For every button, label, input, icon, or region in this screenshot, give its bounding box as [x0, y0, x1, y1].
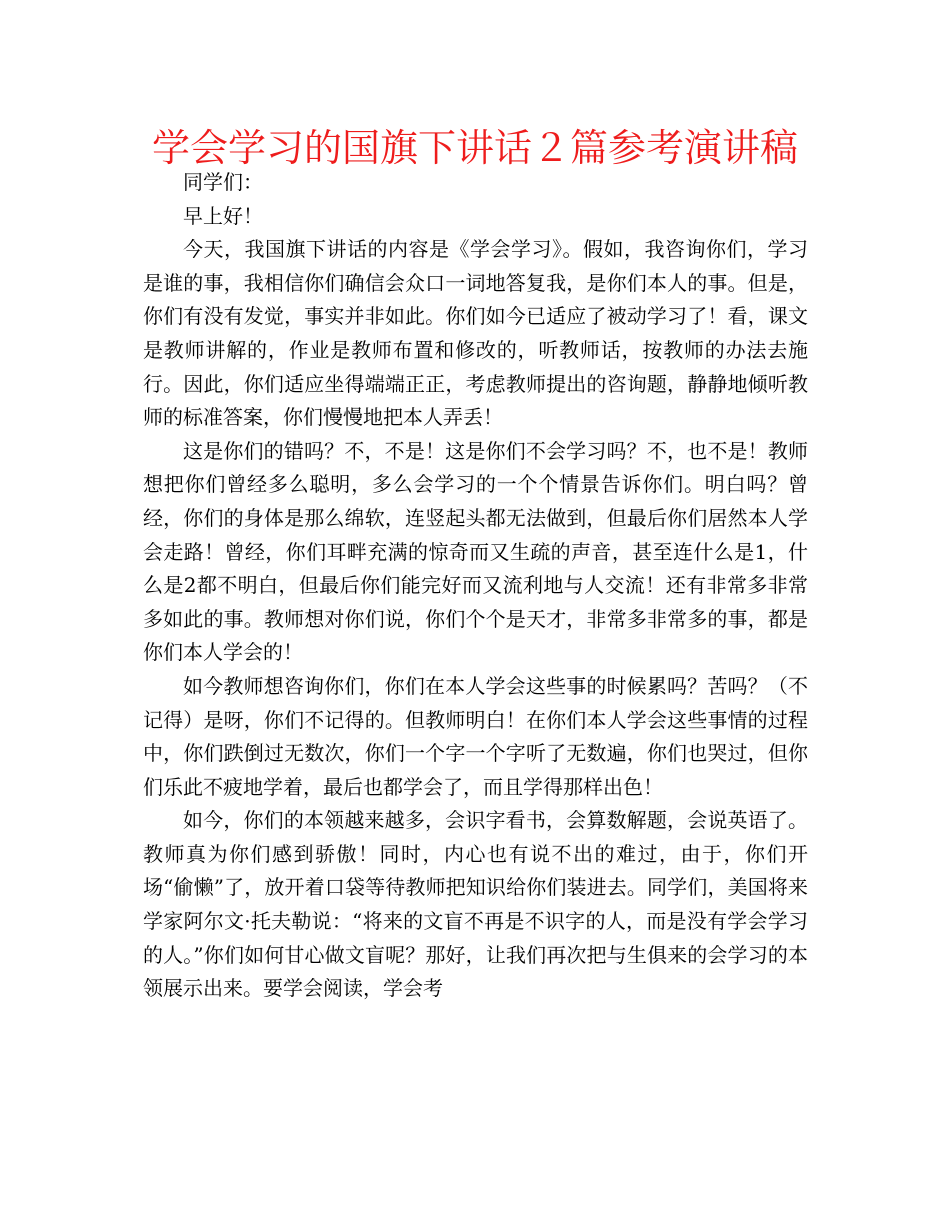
document-body	[143, 166, 808, 1006]
document-title: 学会学习的国旗下讲话２篇参考演讲稿	[151, 126, 798, 170]
paragraph: 如今教师想咨询你们，你们在本人学会这些事的时候累吗？苦吗？（不记得）是呀，你们不记得的。但教师明白！在你们本人学会这些事情的过程中，你们跌倒过无数次，你们一个字一个字听了无数遍，你们也哭过，但你们乐此不疲地学着，最后也都学会了，而且学得那样出色！	[143, 673, 808, 799]
paragraph-morning: 早上好！	[183, 203, 263, 228]
paragraph: 如今，你们的本领越来越多，会识字看书，会算数解题，会说英语了。教师真为你们感到骄傲！同时，内心也有说不出的难过，由于，你们开场“偷懒”了，放开着口袋等待教师把知识给你们装进去。同学们，美国将来学家阿尔文·托夫勒说：“将来的文盲不再是不识字的人，而是没有学会学习的人。”你们如何甘心做文盲呢？那好，让我们再次把与生俱来的会学习的本领展示出来。要学会阅读，学会考	[143, 808, 808, 1001]
paragraph: 这是你们的错吗？不，不是！这是你们不会学习吗？不，也不是！教师想把你们曾经多么聪明，多么会学习的一个个情景告诉你们。明白吗？曾经，你们的身体是那么绵软，连竖起头都无法做到，但最后你们居然本人学会走路！曾经，你们耳畔充满的惊奇而又生疏的声音，甚至连什么是1，什么是2都不明白，但最后你们能完好而又流利地与人交流！还有非常多非常多如此的事。教师想对你们说，你们个个是天才，非常多非常多的事，都是你们本人学会的！	[143, 438, 808, 665]
paragraph-greeting: 同学们：	[183, 170, 263, 194]
paragraph: 今天，我国旗下讲话的内容是《学会学习》。假如，我咨询你们，学习是谁的事，我相信你们确信会众口一词地答复我，是你们本人的事。但是，你们有没有发觉，事实并非如此。你们如今已适应了被动学习了！看，课文是教师讲解的，作业是教师布置和修改的，听教师话，按教师的办法去施行。因此，你们适应坐得端端正正，考虑教师提出的咨询题，静静地倾听教师的标准答案，你们慢慢地把本人弄丢！	[143, 237, 808, 430]
